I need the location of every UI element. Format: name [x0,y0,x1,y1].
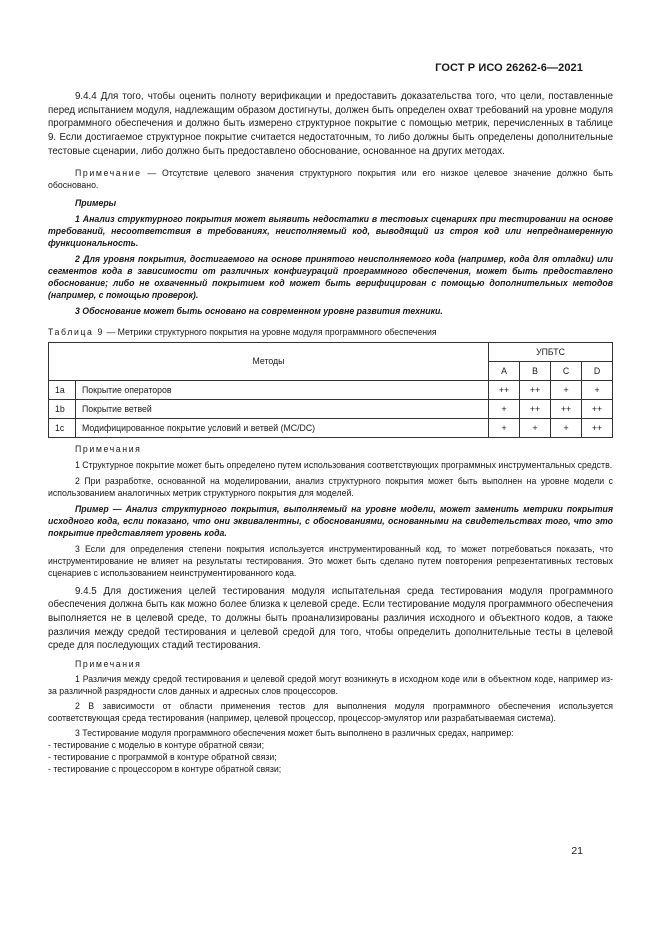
level-a: A [489,361,520,380]
page-number: 21 [571,845,583,857]
table-row [49,380,613,399]
methods-header: Методы [49,342,489,380]
environment-list [48,739,613,775]
table-note-example: Пример — Анализ структурного покрытия, выполняемый на уровне модели, может заменить метрики покрытия исходного кода, если показано, что они эквивалентны, с обоснованиями, основанными на свидетельствах того, что это покрытие представляет уровень кода. [48,503,613,538]
level-header: УПБТС [489,342,613,361]
document-header: ГОСТ Р ИСО 26262-6—2021 [435,62,583,74]
section-9-4-5: 9.4.5 Для достижения целей тестирования модуля испытательная среда тестирования модуля программного обеспечения должна быть как можно более близка к целевой среде. Если тестирование модуля программного обеспечения выполняется не в целевой среде, то должны быть проанализированы различия исходного и объектного кодов, а также различия между средой тестирования и целевой средой для того, чтобы определить дополнительные тесты в целевой среде для последующих стадий тестирования. [48,585,613,652]
section-9-4-4: 9.4.4 Для того, чтобы оценить полноту верификации и предоставить доказательства того, что цели, поставленные перед испытанием модуля, надлежащим образом достигнуты, должен быть определен охват требований на уровне модуля программного обеспечения и должно быть измерено структурное покрытие с помощью метрик, перечисленных в таблице 9. Если достигаемое структурное покрытие считается недостаточным, то либо должны быть определены дополнительные тестовые сценарии, либо должно быть предоставлено обоснование, основанное на других методах. [48,91,613,157]
cell-d: ++ [582,418,613,437]
examples-heading: Примеры [75,197,117,208]
note-9-4-4 [48,167,613,191]
cell-b: + [520,418,551,437]
list-item: - тестирование с моделью в контуре обратной связи; [48,739,613,751]
cell-b: ++ [520,380,551,399]
row-method: Покрытие ветвей [76,399,489,418]
table-notes-heading: Примечания [75,443,142,454]
table-caption-label: Таблица 9 [48,326,105,337]
cell-d: + [582,380,613,399]
cell-a: + [489,418,520,437]
level-d: D [582,361,613,380]
row-method: Покрытие операторов [76,380,489,399]
row-id: 1c [49,418,76,437]
list-item: - тестирование с процессором в контуре обратной связи; [48,763,613,775]
row-id: 1b [49,399,76,418]
table-note-2: 2 При разработке, основанной на моделировании, анализ структурного покрытия может быть выполнен на уровне модели с использованием аналогичных метрик структурного покрытия для моделей. [48,475,613,498]
note-3: 3 Тестирование модуля программного обеспечения может быть выполнено в различных средах, например: [75,728,514,739]
metrics-table [48,342,613,438]
list-item: - тестирование с программой в контуре обратной связи; [48,751,613,763]
example-2: 2 Для уровня покрытия, достигаемого на основе принятого неисполняемого кода (например, кода для отладки) или сегментов кода в зависимости от различных конфигураций программного обеспечения, может быть предоставлено обоснование; либо не охваченный покрытием код может быть верифицирован с помощью дополнительных методов (например, с помощью проверок). [48,253,613,300]
cell-c: + [551,380,582,399]
cell-a: ++ [489,380,520,399]
cell-d: ++ [582,399,613,418]
table-row [49,418,613,437]
cell-a: + [489,399,520,418]
table-note-3: 3 Если для определения степени покрытия используется инструментированный код, то может потребоваться показать, что инструментирование не влияет на результаты тестирования. Это может быть сделано путем повторения репрезентативных тестовых сценариев с использованием неинструментированного кода. [48,543,613,578]
example-3: 3 Обоснование может быть основано на современном уровне развития техники. [75,305,443,316]
level-b: B [520,361,551,380]
notes-heading: Примечания [75,659,142,670]
page-content [48,90,613,775]
cell-b: ++ [520,399,551,418]
row-id: 1a [49,380,76,399]
note-2: 2 В зависимости от области применения тестов для выполнения модуля программного обеспечения используется соответствующая среда тестирования (например, целевой процессор, процессор-эмулятор или разрабатываемая система). [48,701,613,724]
table-note-1: 1 Структурное покрытие может быть определено путем использования соответствующих программных инструментальных средств. [75,459,613,470]
note-text: — Отсутствие целевого значения структурного покрытия или его низкое целевое значение должно быть обосновано. [48,167,613,190]
table-caption [48,327,613,337]
level-c: C [551,361,582,380]
row-method: Модифицированное покрытие условий и ветвей (MC/DC) [76,418,489,437]
table-row [49,399,613,418]
table-header-row [49,342,613,361]
table-caption-text: — Метрики структурного покрытия на уровне модуля программного обеспечения [104,326,437,337]
note-1: 1 Различия между средой тестирования и целевой средой могут возникнуть в исходном коде или в объектном коде, например из-за различной разрядности слов данных и адресных слов процессоров. [48,674,613,697]
example-1: 1 Анализ структурного покрытия может выявить недостатки в тестовых сценариях при тестировании на основе требований, несоответствия в требованиях, неисполняемый код, выводящий из строя код или непреднамеренную функциональность. [48,213,613,248]
note-label: Примечание [75,167,142,178]
cell-c: ++ [551,399,582,418]
cell-c: + [551,418,582,437]
